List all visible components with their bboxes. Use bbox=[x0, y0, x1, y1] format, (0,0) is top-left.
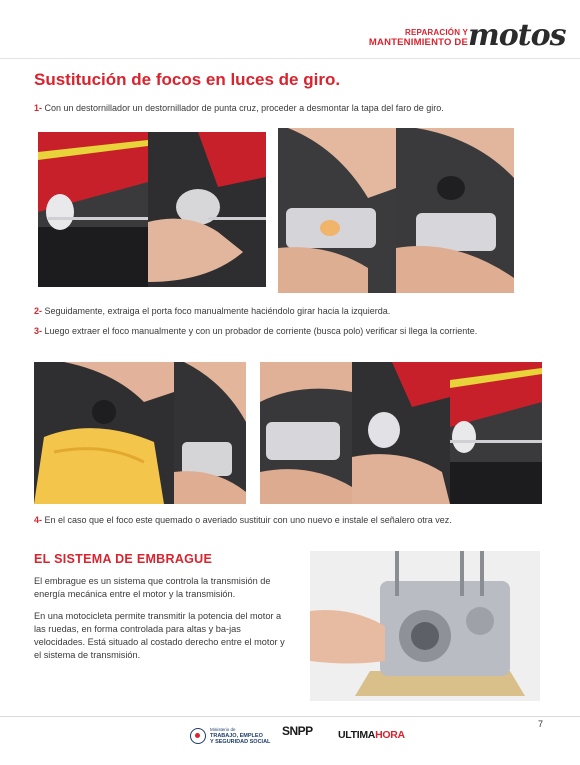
clutch-paragraph-2: En una motocicleta permite transmitir la potencia del motor a las ruedas, en forma controlada para altas y ba-jas velocidades. Está situado al costado derecho entre el motor y el sistema de transmisión. bbox=[34, 611, 285, 660]
step-4-number: 4- bbox=[34, 515, 43, 525]
footer-divider bbox=[0, 716, 580, 717]
logo-snpp: SNPP bbox=[282, 724, 313, 738]
ministerio-trabajo-text: Ministerio de TRABAJO, EMPLEO Y SEGURIDAD SOCIAL bbox=[210, 727, 271, 745]
logo-ultima-hora: ULTIMAHORA bbox=[338, 729, 405, 741]
brand-script-logo: motos bbox=[468, 18, 566, 53]
step-4 bbox=[34, 513, 546, 527]
step-3-number: 3- bbox=[34, 326, 43, 336]
photo-holding-lens-cover bbox=[278, 128, 396, 293]
photo-bulb-with-cloth bbox=[34, 362, 174, 504]
step-2 bbox=[34, 304, 546, 318]
brand-tagline bbox=[369, 28, 468, 48]
step-3-text: Luego extraer el foco manualmente y con un probador de corriente (busca polo) verificar si llega la corriente. bbox=[42, 326, 478, 336]
photo-lens-cover-detail bbox=[396, 128, 514, 293]
page-number: 7 bbox=[538, 719, 544, 729]
photo-screwdriver-finish bbox=[450, 362, 542, 504]
clutch-paragraph-1: El embrague es un sistema que controla la transmisión de energía mecánica entre el motor y la transmisión. bbox=[34, 576, 271, 599]
step-2-text: Seguidamente, extraiga el porta foco manualmente haciéndolo girar hacia la izquierda. bbox=[42, 306, 391, 316]
brand-line-2: MANTENIMIENTO DE bbox=[368, 37, 468, 48]
step-1-number: 1- bbox=[34, 103, 43, 113]
step-1-text: Con un destornillador un destornillador de punta cruz, proceder a desmontar la tapa del faro de giro. bbox=[42, 103, 444, 113]
step-4-text: En el caso que el foco este quemado o averiado sustituir con uno nuevo e instale el señalero otra vez. bbox=[42, 515, 452, 525]
photo-screwdriver-on-turn-signal bbox=[38, 132, 148, 287]
page-title: Sustitución de focos en luces de giro. bbox=[34, 70, 341, 89]
seal-icon bbox=[190, 728, 206, 744]
photo-engine-clutch bbox=[310, 551, 540, 701]
step-1 bbox=[34, 101, 546, 115]
header-divider bbox=[0, 58, 580, 59]
photo-reinstall-lens bbox=[260, 362, 352, 504]
step-2-number: 2- bbox=[34, 306, 43, 316]
step-3 bbox=[34, 324, 546, 338]
photo-bulb-holder-hand bbox=[174, 362, 246, 504]
photo-hand-removing-cover bbox=[148, 132, 266, 287]
brand-line-1: REPARACIÓN Y bbox=[404, 28, 468, 37]
section-title-clutch: EL SISTEMA DE EMBRAGUE bbox=[34, 552, 213, 566]
logo-ministerio-trabajo bbox=[190, 726, 270, 746]
photo-fitting-lens bbox=[352, 362, 450, 504]
